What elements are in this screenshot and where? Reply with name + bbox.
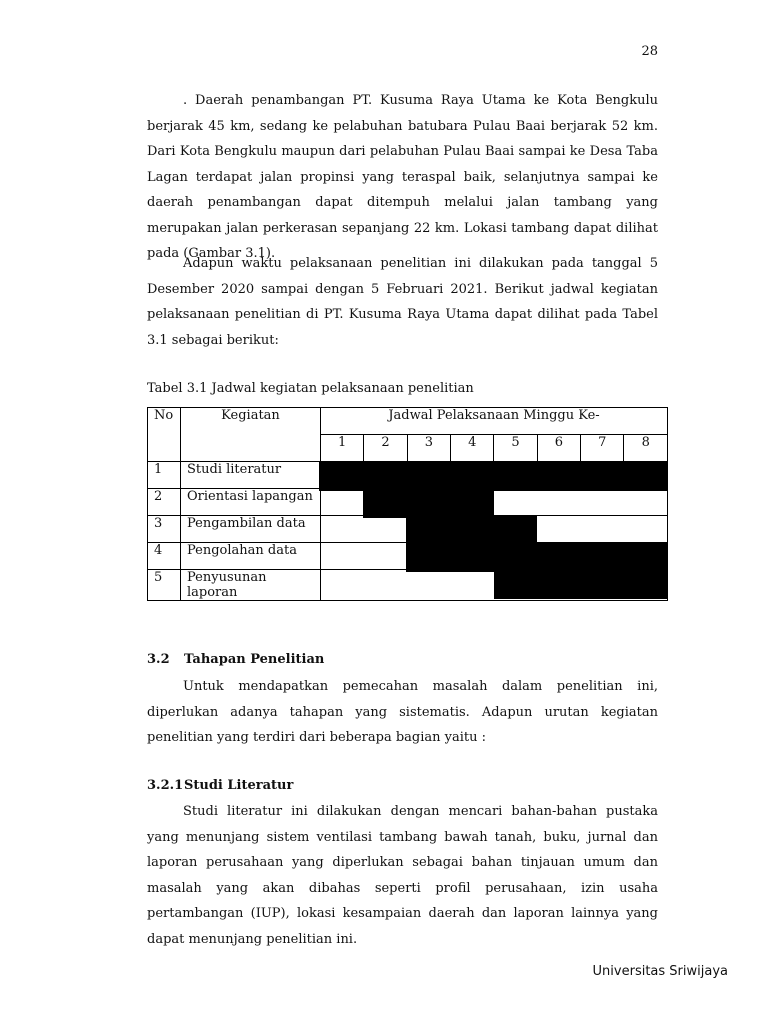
section-3-2-title: Tahapan Penelitian <box>184 652 325 667</box>
paragraph-schedule: Adapun waktu pelaksanaan penelitian ini dilakukan pada tanggal 5 Desember 2020 sampai dengan 5 Februari 2021. Berikut jadwal kegiatan pelaksanaan penelitian di PT. Kusuma Raya Utama dapat dilihat pada Tabel 3.1 sebagai berikut: <box>147 256 658 348</box>
row-kegiatan: Orientasi lapangan <box>181 489 321 516</box>
row-no: 2 <box>148 489 181 516</box>
week-header: 4 <box>451 435 494 462</box>
row-kegiatan: Pengolahan data <box>181 543 321 570</box>
week-header: 8 <box>624 435 668 462</box>
header-no: No <box>148 408 181 462</box>
page-number: 28 <box>641 44 658 59</box>
week-header: 3 <box>407 435 450 462</box>
table-caption: Tabel 3.1 Jadwal kegiatan pelaksanaan penelitian <box>147 381 474 396</box>
section-3-2-1-title: Studi Literatur <box>184 778 294 793</box>
section-3-2-text: Untuk mendapatkan pemecahan masalah dalam penelitian ini, diperlukan adanya tahapan yang sistematis. Adapun urutan kegiatan penelitian yang terdiri dari beberapa bagian yaitu : <box>147 679 658 745</box>
gantt-bar <box>406 515 537 545</box>
footer: Universitas Sriwijaya <box>592 964 728 979</box>
row-kegiatan: Penyusunan laporan <box>181 570 321 601</box>
section-3-2-number: 3.2 <box>147 652 170 667</box>
week-header: 5 <box>494 435 537 462</box>
gantt-bar <box>406 542 668 572</box>
week-header: 6 <box>537 435 580 462</box>
gantt-bar <box>363 488 494 518</box>
row-no: 3 <box>148 516 181 543</box>
gantt-bar <box>319 461 668 491</box>
paragraph-location: . Daerah penambangan PT. Kusuma Raya Utama ke Kota Bengkulu berjarak 45 km, sedang ke pelabuhan batubara Pulau Baai berjarak 52 km. Dari Kota Bengkulu maupun dari pelabuhan Pulau Baai sampai ke Desa Taba Lagan terdapat jalan propinsi yang teraspal baik, selanjutnya sampai ke daerah penambangan dapat ditempuh melalui jalan tambang yang merupakan jalan perkerasan sepanjang 22 km. Lokasi tambang dapat dilihat pada (Gambar 3.1). <box>147 93 658 261</box>
row-no: 5 <box>148 570 181 601</box>
week-header: 2 <box>364 435 407 462</box>
section-3-2-1-text: Studi literatur ini dilakukan dengan mencari bahan-bahan pustaka yang menunjang sistem ventilasi tambang bawah tanah, buku, jurnal dan laporan perusahaan yang diperlukan sebagai bahan tinjauan umum dan masalah yang akan dibahas seperti profil perusahaan, izin usaha pertambangan (IUP), lokasi kesampaian daerah dan laporan lainnya yang dapat menunjang penelitian ini. <box>147 804 658 947</box>
row-no: 4 <box>148 543 181 570</box>
week-header: 7 <box>581 435 624 462</box>
header-jadwal: Jadwal Pelaksanaan Minggu Ke- <box>321 408 668 435</box>
header-kegiatan: Kegiatan <box>181 408 321 462</box>
week-header: 1 <box>321 435 364 462</box>
section-3-2-1-number: 3.2.1 <box>147 778 184 793</box>
row-kegiatan: Studi literatur <box>181 462 321 489</box>
row-kegiatan: Pengambilan data <box>181 516 321 543</box>
row-no: 1 <box>148 462 181 489</box>
gantt-bar <box>494 569 669 599</box>
